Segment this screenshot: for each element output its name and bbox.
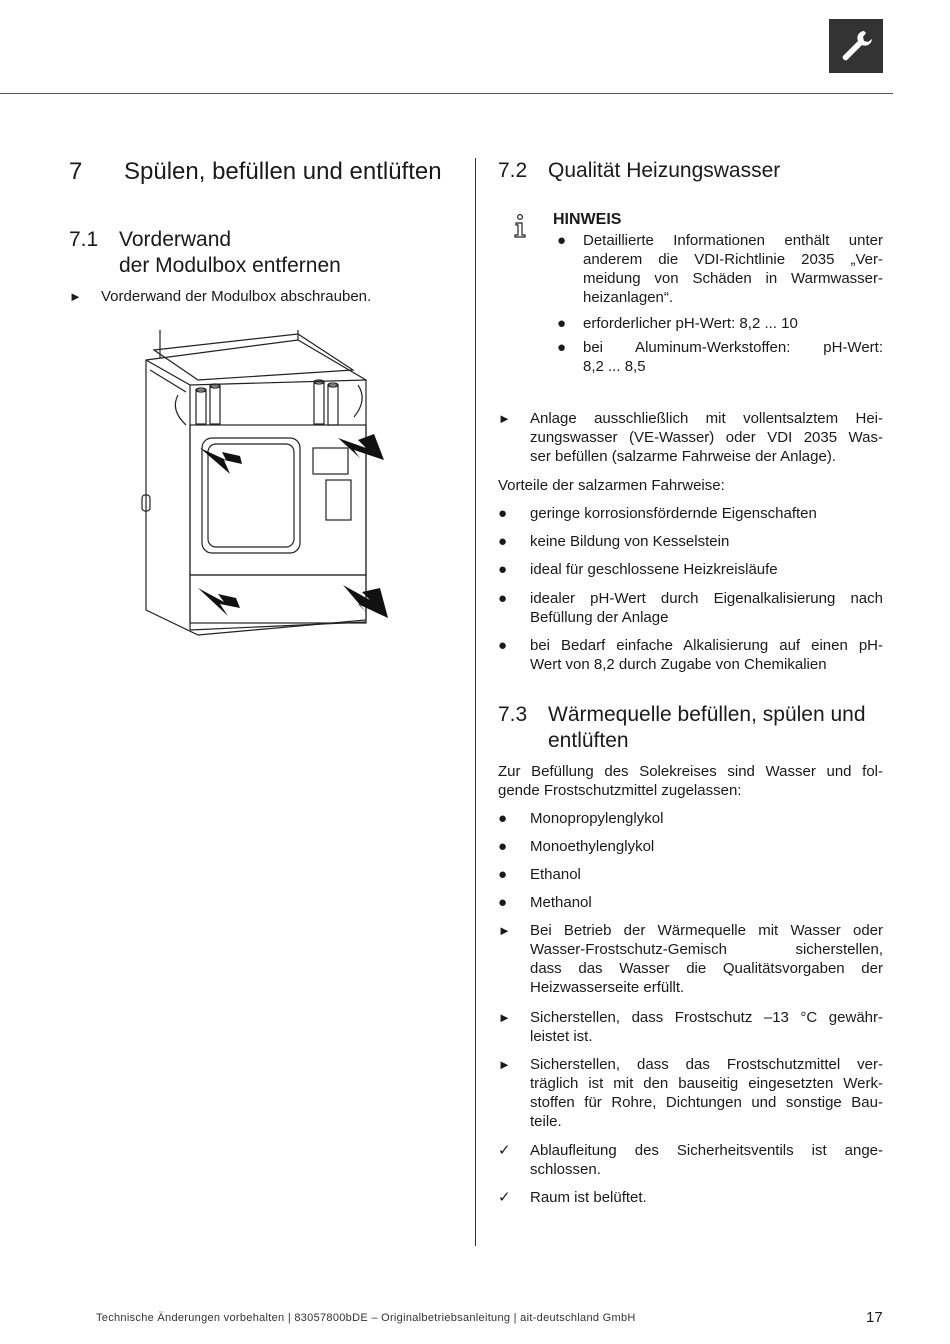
heading-7: 7 Spülen, befüllen und entlüften (69, 158, 442, 185)
heading-7-3: 7.3 Wärmequelle befüllen, spülen und entlüften (498, 703, 866, 752)
note-title: HINWEIS (553, 211, 622, 228)
info-icon (512, 213, 528, 239)
chapter-tab (829, 19, 883, 73)
footer-text: Technische Änderungen vorbehalten | 83057800bDE – Originalbetriebsanleitung | ait-deutschland GmbH (96, 1312, 636, 1324)
heading-7-2: 7.2 Qualität Heizungswasser (498, 159, 781, 182)
modulbox-illustration (138, 330, 398, 650)
header-rule (0, 93, 893, 94)
intro-7-3: Zur Befüllung des Solekreises sind Wasser und fol- gende Frostschutzmittel zugelassen: (498, 763, 883, 799)
page-number: 17 (866, 1309, 883, 1326)
vorteile-intro: Vorteile der salzarmen Fahrweise: (498, 477, 725, 494)
wrench-icon (837, 27, 875, 65)
column-divider (475, 158, 476, 1246)
heading-7-1: 7.1 Vorderwand der Modulbox entfernen (69, 228, 341, 277)
